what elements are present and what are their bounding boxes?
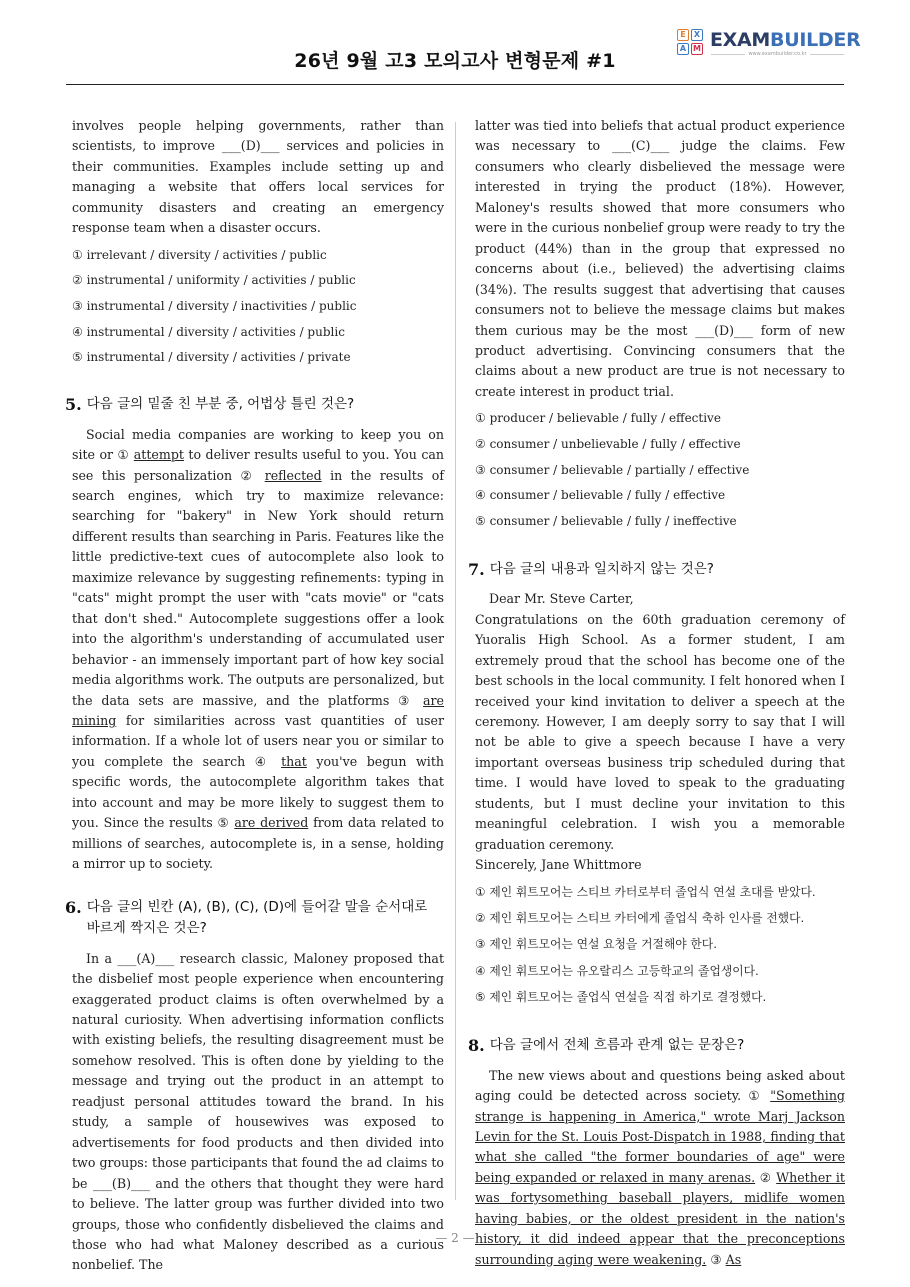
logo-word-builder: BUILDER: [770, 29, 861, 51]
q7-closing: Sincerely, Jane Whittmore: [475, 857, 642, 873]
q4-options: [72, 248, 444, 376]
column-divider: [455, 122, 456, 1200]
page-title: 26년 9월 고3 모의고사 변형문제 #1: [294, 50, 616, 72]
passage-text: you've begun with specific words, the autocomplete algorithm takes that into account and may be more likely to suggest them to you. Since the results ⑤: [72, 753, 444, 831]
passage-text: The new views about and questions being asked about aging could be detected across society. ①: [475, 1067, 845, 1104]
underlined-text: are derived: [234, 815, 309, 831]
option-1: ① 제인 휘트모어는 스티브 카터로부터 졸업식 연설 초대를 받았다.: [475, 884, 816, 899]
option-2: ② consumer / unbelievable / fully / effective: [475, 437, 741, 452]
logo-url: [711, 51, 844, 57]
logo-grid-icon: [677, 29, 704, 56]
question-7: [468, 559, 845, 581]
q4-passage-tail: involves people helping governments, rather than scientists, to improve ___(D)___ services and policies in their communities. Examples include setting up and managing a website that offers local services for community disasters and creating an emergency response team when a disaster occurs.: [72, 118, 444, 236]
question-text: 다음 글의 내용과 일치하지 않는 것은?: [489, 560, 714, 577]
logo-wordmark: [710, 29, 860, 51]
underlined-text: Whether it was fortysomething baseball players, midlife women having babies, or the oldest president in the nation's history, it did indeed appear that the preconceptions surrounding aging were weakening.: [475, 1169, 845, 1267]
logo-cell: E: [677, 29, 689, 41]
passage-text: to deliver results useful to you. You can see this personalization ②: [72, 447, 444, 483]
q5-passage: [72, 425, 444, 875]
underlined-text: that: [281, 753, 307, 769]
question-number: 8.: [468, 1036, 485, 1056]
logo-cell: X: [691, 29, 703, 41]
option-4: ④ 제인 휘트모어는 유오랄리스 고등학교의 졸업생이다.: [475, 963, 759, 978]
logo-url-text: www.exambuilder.co.kr: [748, 51, 807, 57]
option-5: ⑤ consumer / believable / fully / ineffective: [475, 514, 737, 529]
underlined-text: are mining: [72, 692, 444, 728]
option-1: ① producer / believable / fully / effective: [475, 411, 721, 426]
exambuilder-logo: [677, 29, 861, 59]
q7-body: Congratulations on the 60th graduation ceremony of Yuoralis High School. As a former student, I am extremely proud that the school has become one of the best schools in the local community. I felt honored when I received your kind invitation to deliver a speech at the ceremony. However, I am deeply sorry to say that I will not be able to give a speech because I have a very important overseas business trip scheduled during that time. I would have loved to speak to the graduating students, but I must decline your invitation to this meaningful celebration. I wish you a memorable graduation ceremony.: [475, 611, 845, 852]
question-number: 6.: [65, 897, 82, 917]
passage-text: in the results of search engines, which try to maximize relevance: searching for "bakery" in New York should return different results than searching in Paris. Features like the little predictive-text cues of autocomplete also look to maximize relevance by suggesting refinements: typing in "cats" might prompt the user with "cats movie" or "cats that don't shed." Autocomplete suggestions offer a look into the algorithm's understanding of accumulated user behavior - an immensely important part of how key social media algorithms work. The outputs are personalized, but the data sets are massive, and the platforms ③: [72, 467, 445, 708]
question-8: [468, 1035, 845, 1057]
question-5: [65, 394, 444, 416]
q7-greeting: Dear Mr. Steve Carter,: [489, 591, 634, 607]
header-divider: [66, 84, 844, 85]
option-4: ④ consumer / believable / fully / effective: [475, 488, 726, 503]
underlined-text: reflected: [264, 467, 322, 483]
underlined-text: attempt: [133, 447, 184, 463]
underlined-text: "Something strange is happening in America," wrote Marj Jackson Levin for the St. Louis Post-Dispatch in 1988, finding that what she called "the former boundaries of age" were being expanded or relaxed in many arenas.: [475, 1088, 845, 1185]
option-3: ③ 제인 휘트모어는 연설 요청을 거절해야 한다.: [475, 937, 717, 952]
logo-word-exam: EXAM: [710, 29, 771, 51]
q6-passage: In a ___(A)___ research classic, Maloney proposed that the disbelief most people experience when encountering exaggerated product claims is often overwhelmed by a natural curiosity. When advertising information conflicts with existing beliefs, the resulting disagreement must be somehow resolved. This is often done by yielding to the message and trying out the product in an attempt to readjust personal attitudes toward the brand. In his study, a sample of housewives was exposed to advertisements for food products and then divided into two groups: those participants that found the ad claims to be ___(B)___ and the others that thought they were hard to believe. The latter group was further divided into two groups, those who confidently disbelieved the claims and those who had what Maloney described as a curious nonbelief. The: [72, 950, 444, 1273]
left-column: [65, 116, 445, 1276]
option-2: ② instrumental / uniformity / activities / public: [72, 273, 356, 288]
passage-text: Social media companies are working to keep you on site or ①: [72, 426, 444, 463]
question-number: 7.: [468, 559, 485, 579]
passage-text: from data related to millions of searches, autocomplete is, in a sense, holding a mirror up to society.: [72, 815, 444, 872]
q6-options: [475, 411, 845, 539]
question-text: 다음 글에서 전체 흐름과 관계 없는 문장은?: [489, 1037, 745, 1054]
logo-cell: A: [677, 43, 689, 55]
question-text: 다음 글의 밑줄 친 부분 중, 어법상 틀린 것은?: [86, 396, 355, 413]
question-number: 5.: [65, 395, 82, 415]
page-number: — 2 —: [435, 1231, 475, 1245]
option-3: ③ instrumental / diversity / inactivities / public: [72, 299, 357, 314]
passage-text: ②: [755, 1169, 777, 1185]
passage-text: for similarities across vast quantities of user information. If a whole lot of users near you or similar to you complete the search ④: [72, 713, 444, 769]
passage-text: ③: [706, 1251, 726, 1267]
option-3: ③ consumer / believable / partially / effective: [475, 462, 750, 477]
logo-cell: M: [691, 43, 703, 55]
question-text: 다음 글의 빈칸 (A), (B), (C), (D)에 들어갈 말을 순서대로 바르게 짝지은 것은?: [86, 898, 428, 937]
option-4: ④ instrumental / diversity / activities / public: [72, 324, 345, 339]
option-5: ⑤ instrumental / diversity / activities / private: [72, 350, 351, 365]
option-1: ① irrelevant / diversity / activities / public: [72, 247, 327, 262]
q6-passage-tail: latter was tied into beliefs that actual product experience was necessary to ___(C)___ judge the claims. Few consumers who clearly disbelieved the message were interested in trying the product (18%). However, Maloney's results showed that more consumers who were in the curious nonbelief group were ready to try the product (44%) than in the group that expressed no concerns about (i.e., believed) the advertising claims (34%). The results suggest that advertising that causes consumers not to believe the message claims but makes them curious may be the most ___(D)___ form of new product advertising. Convincing consumers that the claims about a new product are true is not necessary to create interest in product trial.: [475, 118, 845, 399]
question-6: [65, 897, 444, 940]
right-column: [468, 116, 845, 1270]
q7-options: [475, 885, 845, 1016]
option-2: ② 제인 휘트모어는 스티브 카터에게 졸업식 축하 인사를 전했다.: [475, 910, 805, 925]
option-5: ⑤ 제인 휘트모어는 졸업식 연설을 직접 하기로 결정했다.: [475, 989, 767, 1004]
underlined-text: As: [725, 1251, 742, 1267]
